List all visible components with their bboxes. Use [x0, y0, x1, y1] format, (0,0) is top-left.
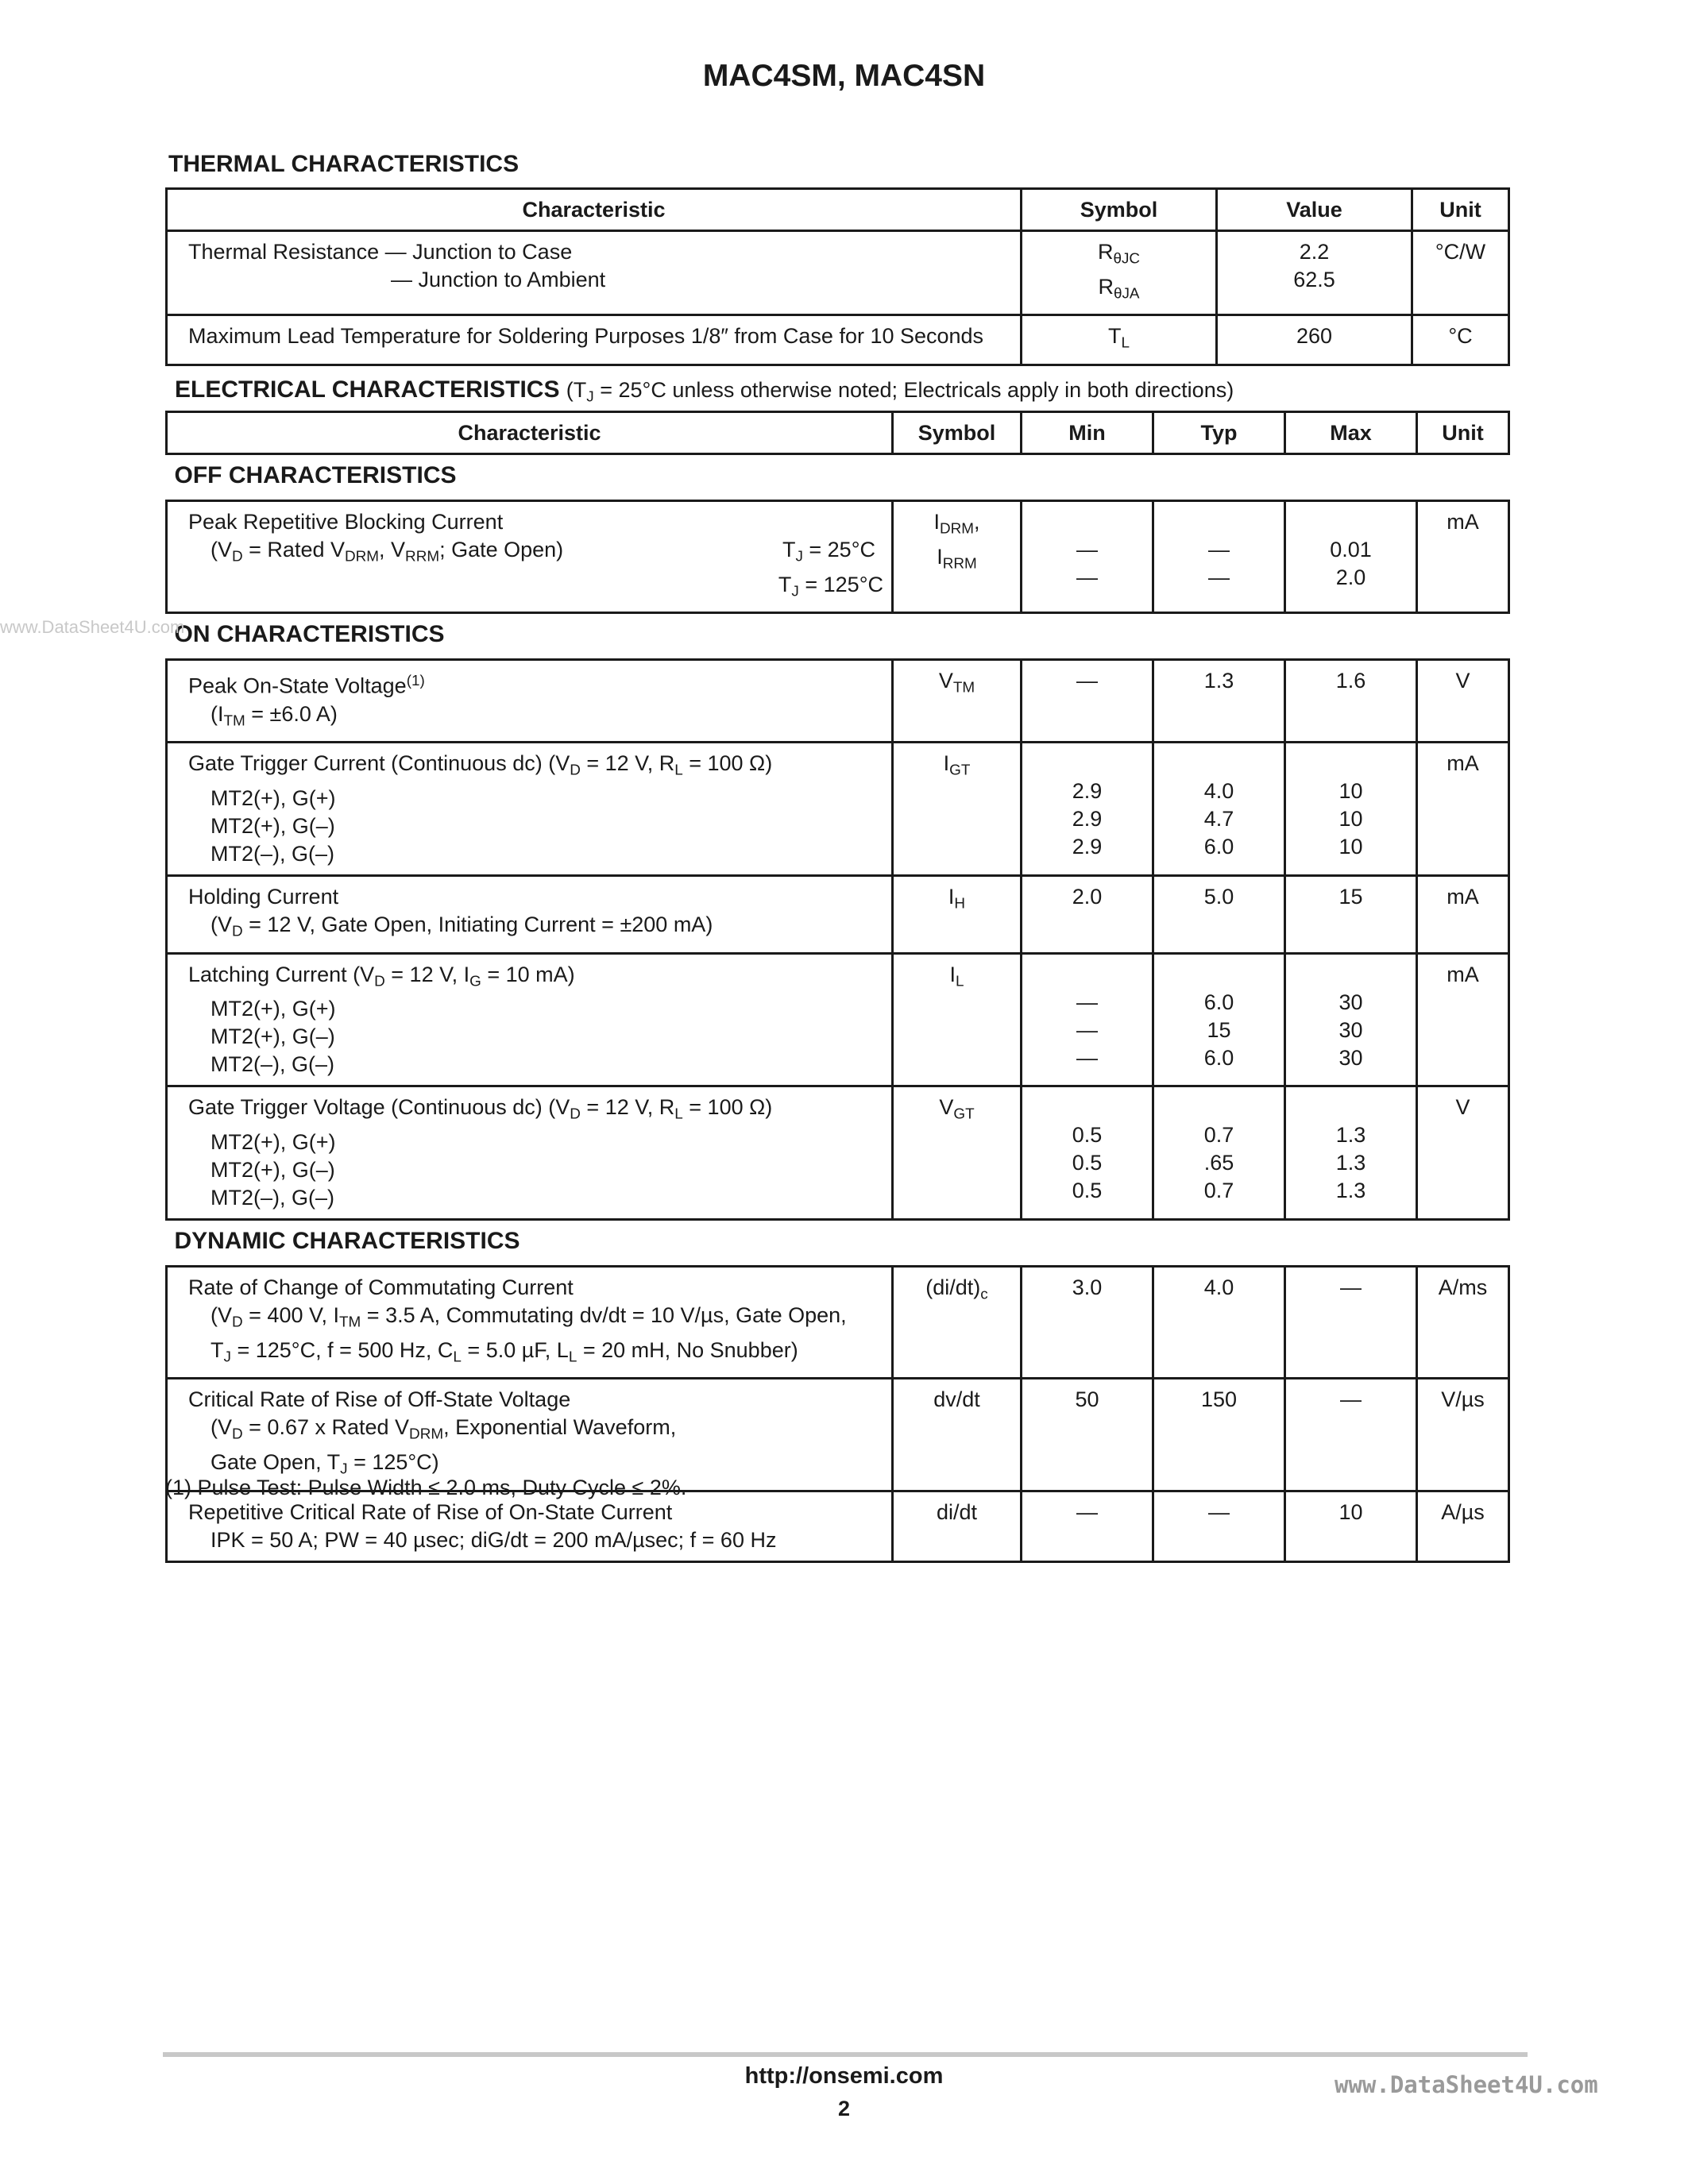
row-il [167, 953, 1509, 1086]
max-cell: 1.6 [1285, 660, 1417, 743]
value: 0.01 [1330, 538, 1372, 561]
electrical-table [165, 411, 1510, 1563]
char-condition [188, 700, 883, 735]
value: 2.9 [1072, 835, 1103, 859]
typ-cell [1153, 1086, 1285, 1220]
symbol-cell [1022, 231, 1217, 315]
unit-cell: mA [1417, 743, 1509, 876]
symbol-cell [893, 743, 1022, 876]
symbol-main: V [938, 669, 953, 693]
char-title: Repetitive Critical Rate of Rise of On-State Current [188, 1499, 673, 1524]
category-label: ON CHARACTERISTICS [167, 613, 1509, 660]
category-dynamic [167, 1220, 1509, 1267]
char-title: Peak Repetitive Blocking Current [188, 510, 504, 534]
cond-text: = 0.67 x Rated V [242, 1415, 410, 1440]
value: 30 [1338, 990, 1363, 1014]
cond-sub: J [223, 1349, 231, 1366]
symbol-cell [893, 876, 1022, 954]
thermal-table [165, 187, 1510, 366]
symbol-sub: DRM [939, 520, 975, 538]
char-condition [188, 911, 883, 946]
symbol-cell [1022, 315, 1217, 365]
symbol-cell: di/dt [893, 1491, 1022, 1561]
symbol-sub: GT [949, 762, 971, 780]
char-line: Thermal Resistance — Junction to Case [188, 240, 573, 264]
cond-text: (V [211, 913, 232, 937]
note-text: (T [566, 378, 587, 402]
electrical-heading-text: ELECTRICAL CHARACTERISTICS [175, 376, 560, 403]
symbol-sub: GT [953, 1106, 975, 1124]
value: 2.9 [1072, 807, 1103, 832]
char-title [188, 1094, 883, 1129]
value: 1.3 [1335, 1151, 1366, 1175]
char-condition [188, 1337, 883, 1372]
value: 10 [1338, 779, 1363, 804]
char-condition [188, 1302, 883, 1337]
row-didt-c [167, 1267, 1509, 1379]
symbol-main: , [974, 510, 980, 534]
cond-sub: J [340, 1461, 348, 1478]
cond-text: = 10 mA) [481, 962, 575, 986]
symbol-cell: dv/dt [893, 1379, 1022, 1491]
footer-divider [163, 2052, 1528, 2057]
page-title: MAC4SM, MAC4SN [702, 59, 986, 93]
max-cell [1285, 953, 1417, 1086]
typ-cell: 150 [1153, 1379, 1285, 1491]
cond-text: = 12 V, R [580, 751, 675, 776]
value: 2.9 [1072, 779, 1103, 804]
symbol-cell [893, 1086, 1022, 1220]
cond-text: (I [211, 701, 224, 726]
symbol-main: I [949, 962, 956, 986]
symbol-sub: H [954, 895, 966, 913]
value: 6.0 [1203, 835, 1234, 859]
char-title: Peak On-State Voltage [188, 673, 407, 698]
unit-cell: A/ms [1417, 1267, 1509, 1379]
symbol-cell [893, 1267, 1022, 1379]
char-title [188, 750, 883, 785]
thermal-heading: THERMAL CHARACTERISTICS [168, 151, 520, 177]
cond-sub: G [469, 973, 481, 990]
cond-text: = 400 V, I [242, 1303, 340, 1328]
mode-label: MT2(–), G(–) [211, 1186, 335, 1210]
min-cell: 2.0 [1022, 876, 1153, 954]
value: — [1208, 538, 1230, 561]
category-label: DYNAMIC CHARACTERISTICS [167, 1220, 1509, 1267]
unit-cell: °C [1412, 315, 1509, 365]
cond-sub: DRM [345, 548, 380, 565]
thermal-row-resistance [167, 231, 1509, 315]
electrical-heading [175, 376, 1234, 407]
symbol-sub: c [980, 1286, 988, 1303]
mode-label: MT2(+), G(–) [211, 1024, 335, 1049]
cond-sub: J [795, 548, 803, 565]
char-cell [167, 743, 893, 876]
symbol-main: (di/dt) [925, 1275, 981, 1300]
mode-label: MT2(+), G(+) [211, 997, 336, 1021]
cond-text: = 3.5 A, Commutating dv/dt = 10 V/µs, Gate Open, [361, 1303, 847, 1328]
cond-text: = 100 Ω) [682, 1095, 773, 1120]
value: 2.2 [1299, 240, 1330, 264]
col-typ: Typ [1153, 412, 1285, 454]
symbol-main: V [939, 1095, 954, 1120]
char-cell [167, 1379, 893, 1491]
unit-cell: V [1417, 660, 1509, 743]
cond-text: = 5.0 µF, L [461, 1337, 569, 1362]
mode-label: MT2(+), G(+) [211, 786, 336, 811]
unit-cell: V [1417, 1086, 1509, 1220]
char-cell [167, 660, 893, 743]
thermal-header-row [167, 189, 1509, 231]
max-cell: — [1285, 1267, 1417, 1379]
symbol-sub: RRM [942, 555, 977, 573]
min-cell: — [1022, 1491, 1153, 1561]
value: 0.7 [1203, 1123, 1234, 1148]
char-cell [167, 1086, 893, 1220]
typ-cell: — [1153, 1491, 1285, 1561]
max-cell [1285, 501, 1417, 613]
cond-sub: D [232, 548, 243, 565]
cond-sub: RRM [405, 548, 440, 565]
cond-sub: D [232, 923, 243, 940]
cond-text: , Exponential Waveform, [443, 1415, 677, 1440]
cond-text: Gate Trigger Current (Continuous dc) (V [188, 751, 570, 776]
value: — [1076, 565, 1098, 589]
typ-cell: 1.3 [1153, 660, 1285, 743]
symbol-sub: θJA [1113, 285, 1140, 303]
col-max: Max [1285, 412, 1417, 454]
electrical-header-row [167, 412, 1509, 454]
col-unit: Unit [1412, 189, 1509, 231]
value: — [1208, 565, 1230, 589]
typ-cell: 5.0 [1153, 876, 1285, 954]
mode-label: MT2(–), G(–) [211, 1052, 335, 1077]
symbol-main: T [1107, 324, 1122, 349]
cond-sub: TM [223, 712, 245, 730]
cond-text: = 12 V, Gate Open, Initiating Current = ±200 mA) [242, 913, 713, 937]
char-condition [188, 1414, 883, 1449]
cond-sub: D [232, 1314, 243, 1331]
cond-text: = 125°C, f = 500 Hz, C [230, 1337, 454, 1362]
value: 10 [1338, 835, 1363, 859]
col-symbol: Symbol [1022, 189, 1217, 231]
max-cell: 10 [1285, 1491, 1417, 1561]
char-title [188, 961, 883, 996]
max-cell: 15 [1285, 876, 1417, 954]
value: 0.5 [1072, 1151, 1103, 1175]
min-cell [1022, 953, 1153, 1086]
cond-text: Gate Trigger Voltage (Continuous dc) (V [188, 1095, 570, 1120]
char-title: Holding Current [188, 885, 339, 909]
char-cell [167, 231, 1022, 315]
char-cell [167, 953, 893, 1086]
cond-text: , V [379, 538, 406, 561]
symbol-sub: θJC [1113, 250, 1141, 268]
value: — [1076, 1017, 1098, 1042]
unit-cell: mA [1417, 501, 1509, 613]
symbol-sub: L [1121, 334, 1130, 352]
cond-text: = 100 Ω) [682, 751, 773, 776]
unit-cell: A/µs [1417, 1491, 1509, 1561]
cond-text: = 125°C) [347, 1450, 439, 1474]
row-igt [167, 743, 1509, 876]
symbol-main: I [933, 510, 940, 534]
tj-condition [782, 536, 875, 571]
unit-cell: mA [1417, 876, 1509, 954]
footnote-ref: (1) [406, 673, 425, 690]
value: 0.5 [1072, 1123, 1103, 1148]
symbol-sub: TM [952, 679, 975, 696]
tj-condition [188, 571, 883, 606]
col-value: Value [1217, 189, 1412, 231]
char-condition [188, 536, 883, 571]
symbol-main: I [943, 751, 950, 776]
cond-text: Gate Open, T [211, 1450, 341, 1474]
cond-sub: TM [339, 1314, 361, 1331]
cond-text: Latching Current (V [188, 962, 375, 986]
char-title: Critical Rate of Rise of Off-State Voltage [188, 1387, 571, 1412]
value: 2.0 [1335, 565, 1366, 589]
row-didt [167, 1491, 1509, 1561]
category-on [167, 613, 1509, 660]
row-dvdt [167, 1379, 1509, 1491]
unit-cell: °C/W [1412, 231, 1509, 315]
value: 0.5 [1072, 1179, 1103, 1203]
watermark-left: www.DataSheet4U.com [0, 617, 185, 637]
cond-text: = 12 V, I [384, 962, 470, 986]
value: 62.5 [1293, 268, 1335, 291]
cond-text: = 12 V, R [580, 1095, 675, 1120]
row-vtm [167, 660, 1509, 743]
typ-cell [1153, 501, 1285, 613]
page-number: 2 [837, 2097, 851, 2120]
symbol-cell [893, 660, 1022, 743]
value: 1.3 [1335, 1179, 1366, 1203]
cond-text: (V [211, 538, 232, 561]
row-vgt [167, 1086, 1509, 1220]
value: .65 [1203, 1151, 1234, 1175]
row-idrm [167, 501, 1509, 613]
value: 30 [1338, 1045, 1363, 1070]
min-cell: 3.0 [1022, 1267, 1153, 1379]
symbol-sub: L [956, 973, 964, 990]
max-cell [1285, 743, 1417, 876]
cond-sub: D [570, 1106, 581, 1124]
unit-cell: mA [1417, 953, 1509, 1086]
value: — [1076, 1045, 1098, 1070]
cond-sub: D [374, 973, 385, 990]
cond-sub: D [232, 1426, 243, 1443]
cond-sub: L [674, 1106, 683, 1124]
cond-text: (V [211, 1303, 232, 1328]
char-condition: IPK = 50 A; PW = 40 µsec; diG/dt = 200 mA/µsec; f = 60 Hz [211, 1527, 777, 1552]
col-unit: Unit [1417, 412, 1509, 454]
row-ih [167, 876, 1509, 954]
value: 6.0 [1203, 990, 1234, 1014]
symbol-cell [893, 953, 1022, 1086]
min-cell [1022, 1086, 1153, 1220]
value: 6.0 [1203, 1045, 1234, 1070]
note-sub: J [586, 388, 594, 406]
char-cell [167, 501, 893, 613]
cond-text: = Rated V [242, 538, 345, 561]
char-cell [167, 1491, 893, 1561]
value: 1.3 [1335, 1123, 1366, 1148]
cond-text: = 125°C [798, 572, 883, 596]
cond-sub: L [568, 1349, 577, 1366]
char-line: — Junction to Ambient [391, 268, 606, 291]
value: 30 [1338, 1017, 1363, 1042]
min-cell: — [1022, 660, 1153, 743]
note-text: = 25°C unless otherwise noted; Electricals apply in both directions) [593, 378, 1234, 402]
typ-cell: 4.0 [1153, 1267, 1285, 1379]
value: 4.7 [1203, 807, 1234, 832]
cond-text: T [782, 538, 796, 561]
electrical-note [566, 378, 1234, 406]
unit-cell: V/µs [1417, 1379, 1509, 1491]
cond-sub: D [570, 762, 581, 780]
category-label: OFF CHARACTERISTICS [167, 454, 1509, 501]
char-title: Rate of Change of Commutating Current [188, 1275, 574, 1300]
char-cell [167, 876, 893, 954]
cond-text: (V [211, 1415, 232, 1440]
cond-text: = ±6.0 A) [245, 701, 338, 726]
value: 0.7 [1203, 1179, 1234, 1203]
footer-url-link[interactable]: http://onsemi.com [744, 2063, 944, 2089]
watermark-right: www.DataSheet4U.com [1335, 2071, 1598, 2098]
col-characteristic: Characteristic [167, 412, 893, 454]
symbol-main: I [937, 544, 943, 569]
cond-text: = 25°C [802, 538, 875, 561]
col-characteristic: Characteristic [167, 189, 1022, 231]
mode-label: MT2(+), G(–) [211, 814, 335, 839]
cond-text: T [211, 1337, 224, 1362]
min-cell [1022, 501, 1153, 613]
max-cell: — [1285, 1379, 1417, 1491]
typ-cell [1153, 743, 1285, 876]
cond-text: = 20 mH, No Snubber) [577, 1337, 798, 1362]
value: 10 [1338, 807, 1363, 832]
value: — [1076, 538, 1098, 561]
symbol-main: R [1097, 240, 1114, 264]
cond-sub: L [674, 762, 683, 780]
col-min: Min [1022, 412, 1153, 454]
symbol-cell [893, 501, 1022, 613]
value: — [1076, 990, 1098, 1014]
value: 4.0 [1203, 779, 1234, 804]
value-cell [1217, 231, 1412, 315]
col-symbol: Symbol [893, 412, 1022, 454]
cond-text: T [778, 572, 792, 596]
min-cell: 50 [1022, 1379, 1153, 1491]
mode-label: MT2(–), G(–) [211, 842, 335, 866]
thermal-row-lead-temp [167, 315, 1509, 365]
cond-text: ; Gate Open) [439, 538, 564, 561]
typ-cell [1153, 953, 1285, 1086]
mode-label: MT2(+), G(+) [211, 1130, 336, 1155]
cond-sub: L [453, 1349, 462, 1366]
char-cell [167, 1267, 893, 1379]
mode-label: MT2(+), G(–) [211, 1158, 335, 1183]
value-cell: 260 [1217, 315, 1412, 365]
category-off [167, 454, 1509, 501]
footnote: (1) Pulse Test: Pulse Width ≤ 2.0 ms, Duty Cycle ≤ 2%. [165, 1476, 687, 1499]
cond-sub: J [791, 583, 799, 600]
max-cell [1285, 1086, 1417, 1220]
symbol-main: I [948, 885, 955, 909]
char-cell: Maximum Lead Temperature for Soldering Purposes 1/8″ from Case for 10 Seconds [167, 315, 1022, 365]
min-cell [1022, 743, 1153, 876]
value: 15 [1207, 1017, 1231, 1042]
cond-sub: DRM [409, 1426, 444, 1443]
symbol-main: R [1098, 274, 1114, 299]
